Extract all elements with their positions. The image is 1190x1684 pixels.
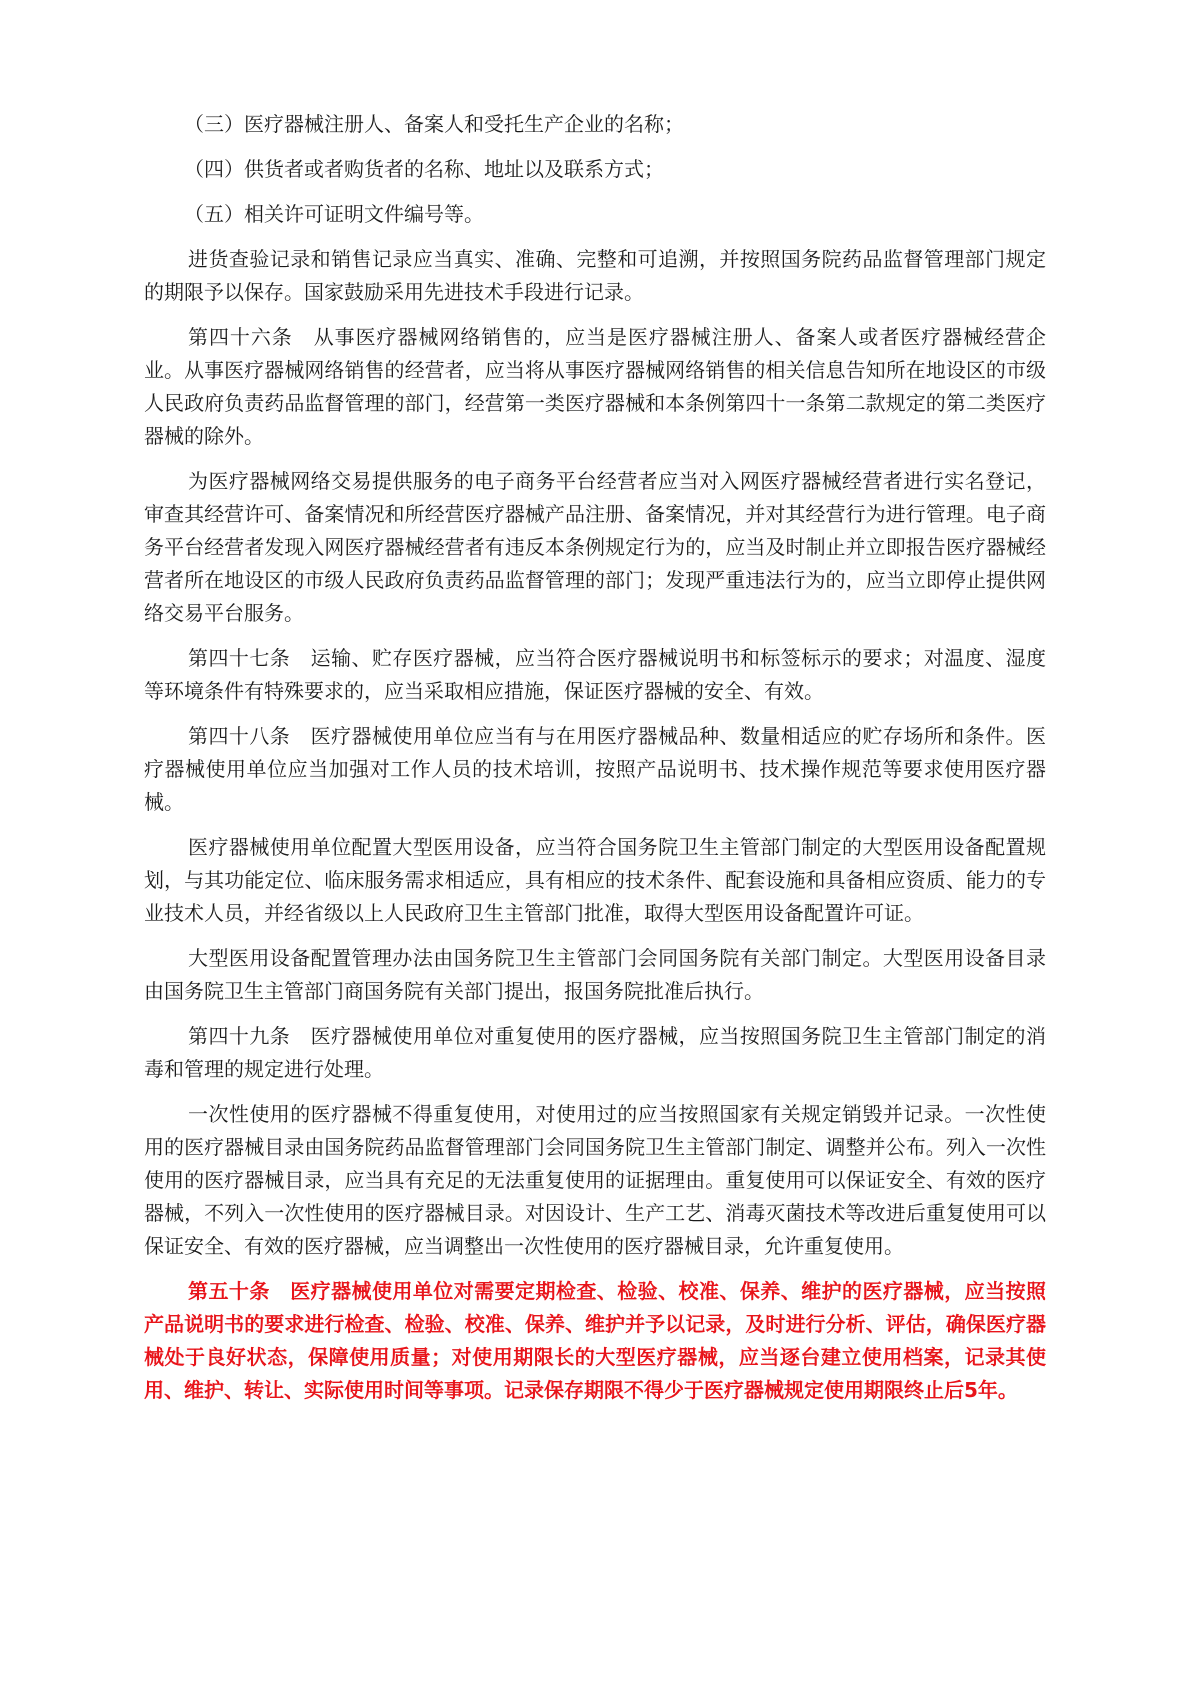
list-item-4: （四）供货者或者购货者的名称、地址以及联系方式； [184,157,664,181]
list-item-5: （五）相关许可证明文件编号等。 [184,202,484,226]
paragraph-article-49: 第四十九条 医疗器械使用单位对重复使用的医疗器械，应当按照国务院卫生主管部门制定的消毒和管理的规定进行处理。 [144,1024,1046,1081]
paragraph-single-use-devices: 一次性使用的医疗器械不得重复使用，对使用过的应当按照国家有关规定销毁并记录。一次性使用的医疗器械目录由国务院药品监督管理部门会同国务院卫生主管部门制定、调整并公布。列入一次性使用的医疗器械目录，应当具有充足的无法重复使用的证据理由。重复使用可以保证安全、有效的医疗器械，不列入一次性使用的医疗器械目录。对因设计、生产工艺、消毒灭菌技术等改进后重复使用可以保证安全、有效的医疗器械，应当调整出一次性使用的医疗器械目录，允许重复使用。 [144,1102,1046,1258]
paragraph-large-equipment-management: 大型医用设备配置管理办法由国务院卫生主管部门会同国务院有关部门制定。大型医用设备目录由国务院卫生主管部门商国务院有关部门提出，报国务院批准后执行。 [144,946,1046,1003]
paragraph-record-keeping: 进货查验记录和销售记录应当真实、准确、完整和可追溯，并按照国务院药品监督管理部门规定的期限予以保存。国家鼓励采用先进技术手段进行记录。 [144,247,1046,304]
list-item-3: （三）医疗器械注册人、备案人和受托生产企业的名称； [184,112,684,136]
paragraph-article-50-highlighted: 第五十条 医疗器械使用单位对需要定期检查、检验、校准、保养、维护的医疗器械，应当按照产品说明书的要求进行检查、检验、校准、保养、维护并予以记录，及时进行分析、评估，确保医疗器械处于良好状态，保障使用质量；对使用期限长的大型医疗器械，应当逐台建立使用档案，记录其使用、维护、转让、实际使用时间等事项。记录保存期限不得少于医疗器械规定使用期限终止后5年。 [144,1279,1046,1402]
document-body [144,108,1046,1419]
paragraph-article-47: 第四十七条 运输、贮存医疗器械，应当符合医疗器械说明书和标签标示的要求；对温度、湿度等环境条件有特殊要求的，应当采取相应措施，保证医疗器械的安全、有效。 [144,646,1046,703]
paragraph-article-46: 第四十六条 从事医疗器械网络销售的，应当是医疗器械注册人、备案人或者医疗器械经营企业。从事医疗器械网络销售的经营者，应当将从事医疗器械网络销售的相关信息告知所在地设区的市级人民政府负责药品监督管理的部门，经营第一类医疗器械和本条例第四十一条第二款规定的第二类医疗器械的除外。 [144,325,1046,448]
paragraph-ecommerce-platform: 为医疗器械网络交易提供服务的电子商务平台经营者应当对入网医疗器械经营者进行实名登记，审查其经营许可、备案情况和所经营医疗器械产品注册、备案情况，并对其经营行为进行管理。电子商务平台经营者发现入网医疗器械经营者有违反本条例规定行为的，应当及时制止并立即报告医疗器械经营者所在地设区的市级人民政府负责药品监督管理的部门；发现严重违法行为的，应当立即停止提供网络交易平台服务。 [144,469,1046,625]
paragraph-article-48: 第四十八条 医疗器械使用单位应当有与在用医疗器械品种、数量相适应的贮存场所和条件。医疗器械使用单位应当加强对工作人员的技术培训，按照产品说明书、技术操作规范等要求使用医疗器械。 [144,724,1046,814]
paragraph-large-equipment-config: 医疗器械使用单位配置大型医用设备，应当符合国务院卫生主管部门制定的大型医用设备配置规划，与其功能定位、临床服务需求相适应，具有相应的技术条件、配套设施和具备相应资质、能力的专业技术人员，并经省级以上人民政府卫生主管部门批准，取得大型医用设备配置许可证。 [144,835,1046,925]
